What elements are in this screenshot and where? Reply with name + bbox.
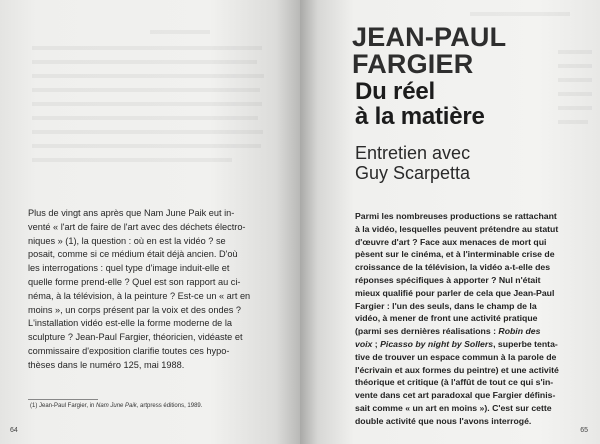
show-through-line	[558, 50, 592, 54]
intro-line: thèses dans le numéro 125, mai 1988.	[28, 359, 185, 370]
intro-line: posait, comme si ce médium était déjà ancien. D'où	[28, 249, 238, 260]
show-through-line	[32, 144, 261, 148]
chapeau-line: mieux qualifié pour parler de cela que Jean-Paul	[355, 287, 555, 298]
article-title	[355, 79, 485, 129]
chapeau-line: vente dans cet art paradoxal que Fargier définis-	[355, 390, 556, 401]
chapeau-text: , superbe tenta-	[493, 338, 558, 349]
intro-line: moins », un corps présent par la voix et des ondes ?	[28, 304, 241, 315]
chapeau-line: tive de trouver un espace commun à la parole de	[355, 351, 557, 362]
show-through-line	[558, 106, 592, 110]
chapeau-line: sait comme « un art en moins »). C'est sur cette	[355, 402, 552, 413]
show-through-line	[470, 12, 570, 16]
work-title: Robin des	[498, 326, 541, 337]
show-through-line	[558, 64, 592, 68]
chapeau-line: d'œuvre d'art ? Face aux menaces de mort qui	[355, 236, 547, 247]
chapeau-text: (parmi ses dernières réalisations :	[355, 326, 499, 337]
show-through-line	[32, 60, 257, 64]
chapeau-line: croissance de la télévision, la vidéo a-t-elle des	[355, 262, 551, 273]
intro-line: sculpture ? Jean-Paul Fargier, théoricien, vidéaste et	[28, 332, 243, 343]
chapeau-line: Parmi les nombreuses productions se rattachant	[355, 211, 557, 221]
intro-line: quelle forme prend-elle ? Quel est son rapport au ci-	[28, 276, 241, 287]
intro-line: L'installation vidéo est-elle la forme moderne de la	[28, 318, 232, 329]
footnote-suffix: , artpress éditions, 1989.	[136, 403, 203, 409]
author-line: JEAN-PAUL	[352, 22, 507, 52]
subtitle-line: Guy Scarpetta	[355, 163, 471, 183]
show-through-line	[32, 158, 232, 162]
chapeau-line	[355, 325, 583, 338]
subtitle-line: Entretien avec	[355, 143, 471, 163]
show-through-line	[32, 88, 260, 92]
page-number-left: 64	[10, 427, 18, 434]
footnote-rule	[28, 399, 98, 400]
intro-paragraph	[28, 207, 274, 373]
show-through-line	[32, 74, 264, 78]
show-through-line	[32, 116, 258, 120]
author-line: FARGIER	[352, 49, 474, 79]
page-number-right: 65	[580, 427, 588, 434]
intro-line: néma, à la télévision, à la peinture ? Est-ce un « art en	[28, 290, 251, 301]
chapeau-line: vidéo, à mener de front une activité pratique	[355, 313, 538, 324]
footnote	[30, 403, 202, 409]
show-through-line	[32, 102, 262, 106]
title-line: à la matière	[355, 103, 485, 130]
intro-line: niques » (1), la question : où en est la vidéo ? se	[28, 235, 226, 246]
author-name	[352, 24, 506, 78]
show-through-line	[150, 30, 210, 34]
intro-line: les interrogations : quel type d'image induit-elle et	[28, 263, 230, 274]
work-title: voix	[355, 338, 373, 349]
intro-line: venté « l'art de faire de l'art avec des déchets électro-	[28, 221, 246, 232]
chapeau-line: pèsent sur le cinéma, et à l'interminable crise de	[355, 249, 555, 260]
footnote-prefix: (1) Jean-Paul Fargier, in	[30, 403, 97, 409]
chapeau-line: Fargier : l'un des seuls, dans le champ de la	[355, 300, 537, 311]
chapeau-line	[355, 338, 583, 351]
show-through-line	[558, 78, 592, 82]
chapeau-line: théorique et critique (à l'affût de tout ce qui s'in-	[355, 377, 554, 388]
chapeau-paragraph	[355, 210, 583, 428]
show-through-line	[558, 92, 592, 96]
article-subtitle	[355, 143, 470, 183]
intro-line: commissaire d'exposition clarifie toutes ces hypo-	[28, 345, 230, 356]
footnote-book-title: Nam June Paik	[96, 403, 137, 409]
show-through-line	[32, 46, 262, 50]
chapeau-line: réponses spécifiques à apporter ? Nul n'était	[355, 274, 541, 285]
chapeau-line: l'écrivain et aux formes du peintre) et une activité	[355, 364, 559, 375]
chapeau-line: double activité que nous l'avons interrogé.	[355, 415, 532, 426]
show-through-line	[558, 120, 588, 124]
right-page	[300, 0, 600, 444]
work-title: Picasso by night by Sollers	[380, 338, 494, 349]
intro-line: Plus de vingt ans après que Nam June Paik eut in-	[28, 208, 235, 218]
title-line: Du réel	[355, 78, 435, 105]
chapeau-line: à la vidéo, lesquelles peuvent prétendre au statut	[355, 223, 559, 234]
show-through-line	[32, 130, 263, 134]
chapeau-text: ;	[372, 338, 381, 349]
